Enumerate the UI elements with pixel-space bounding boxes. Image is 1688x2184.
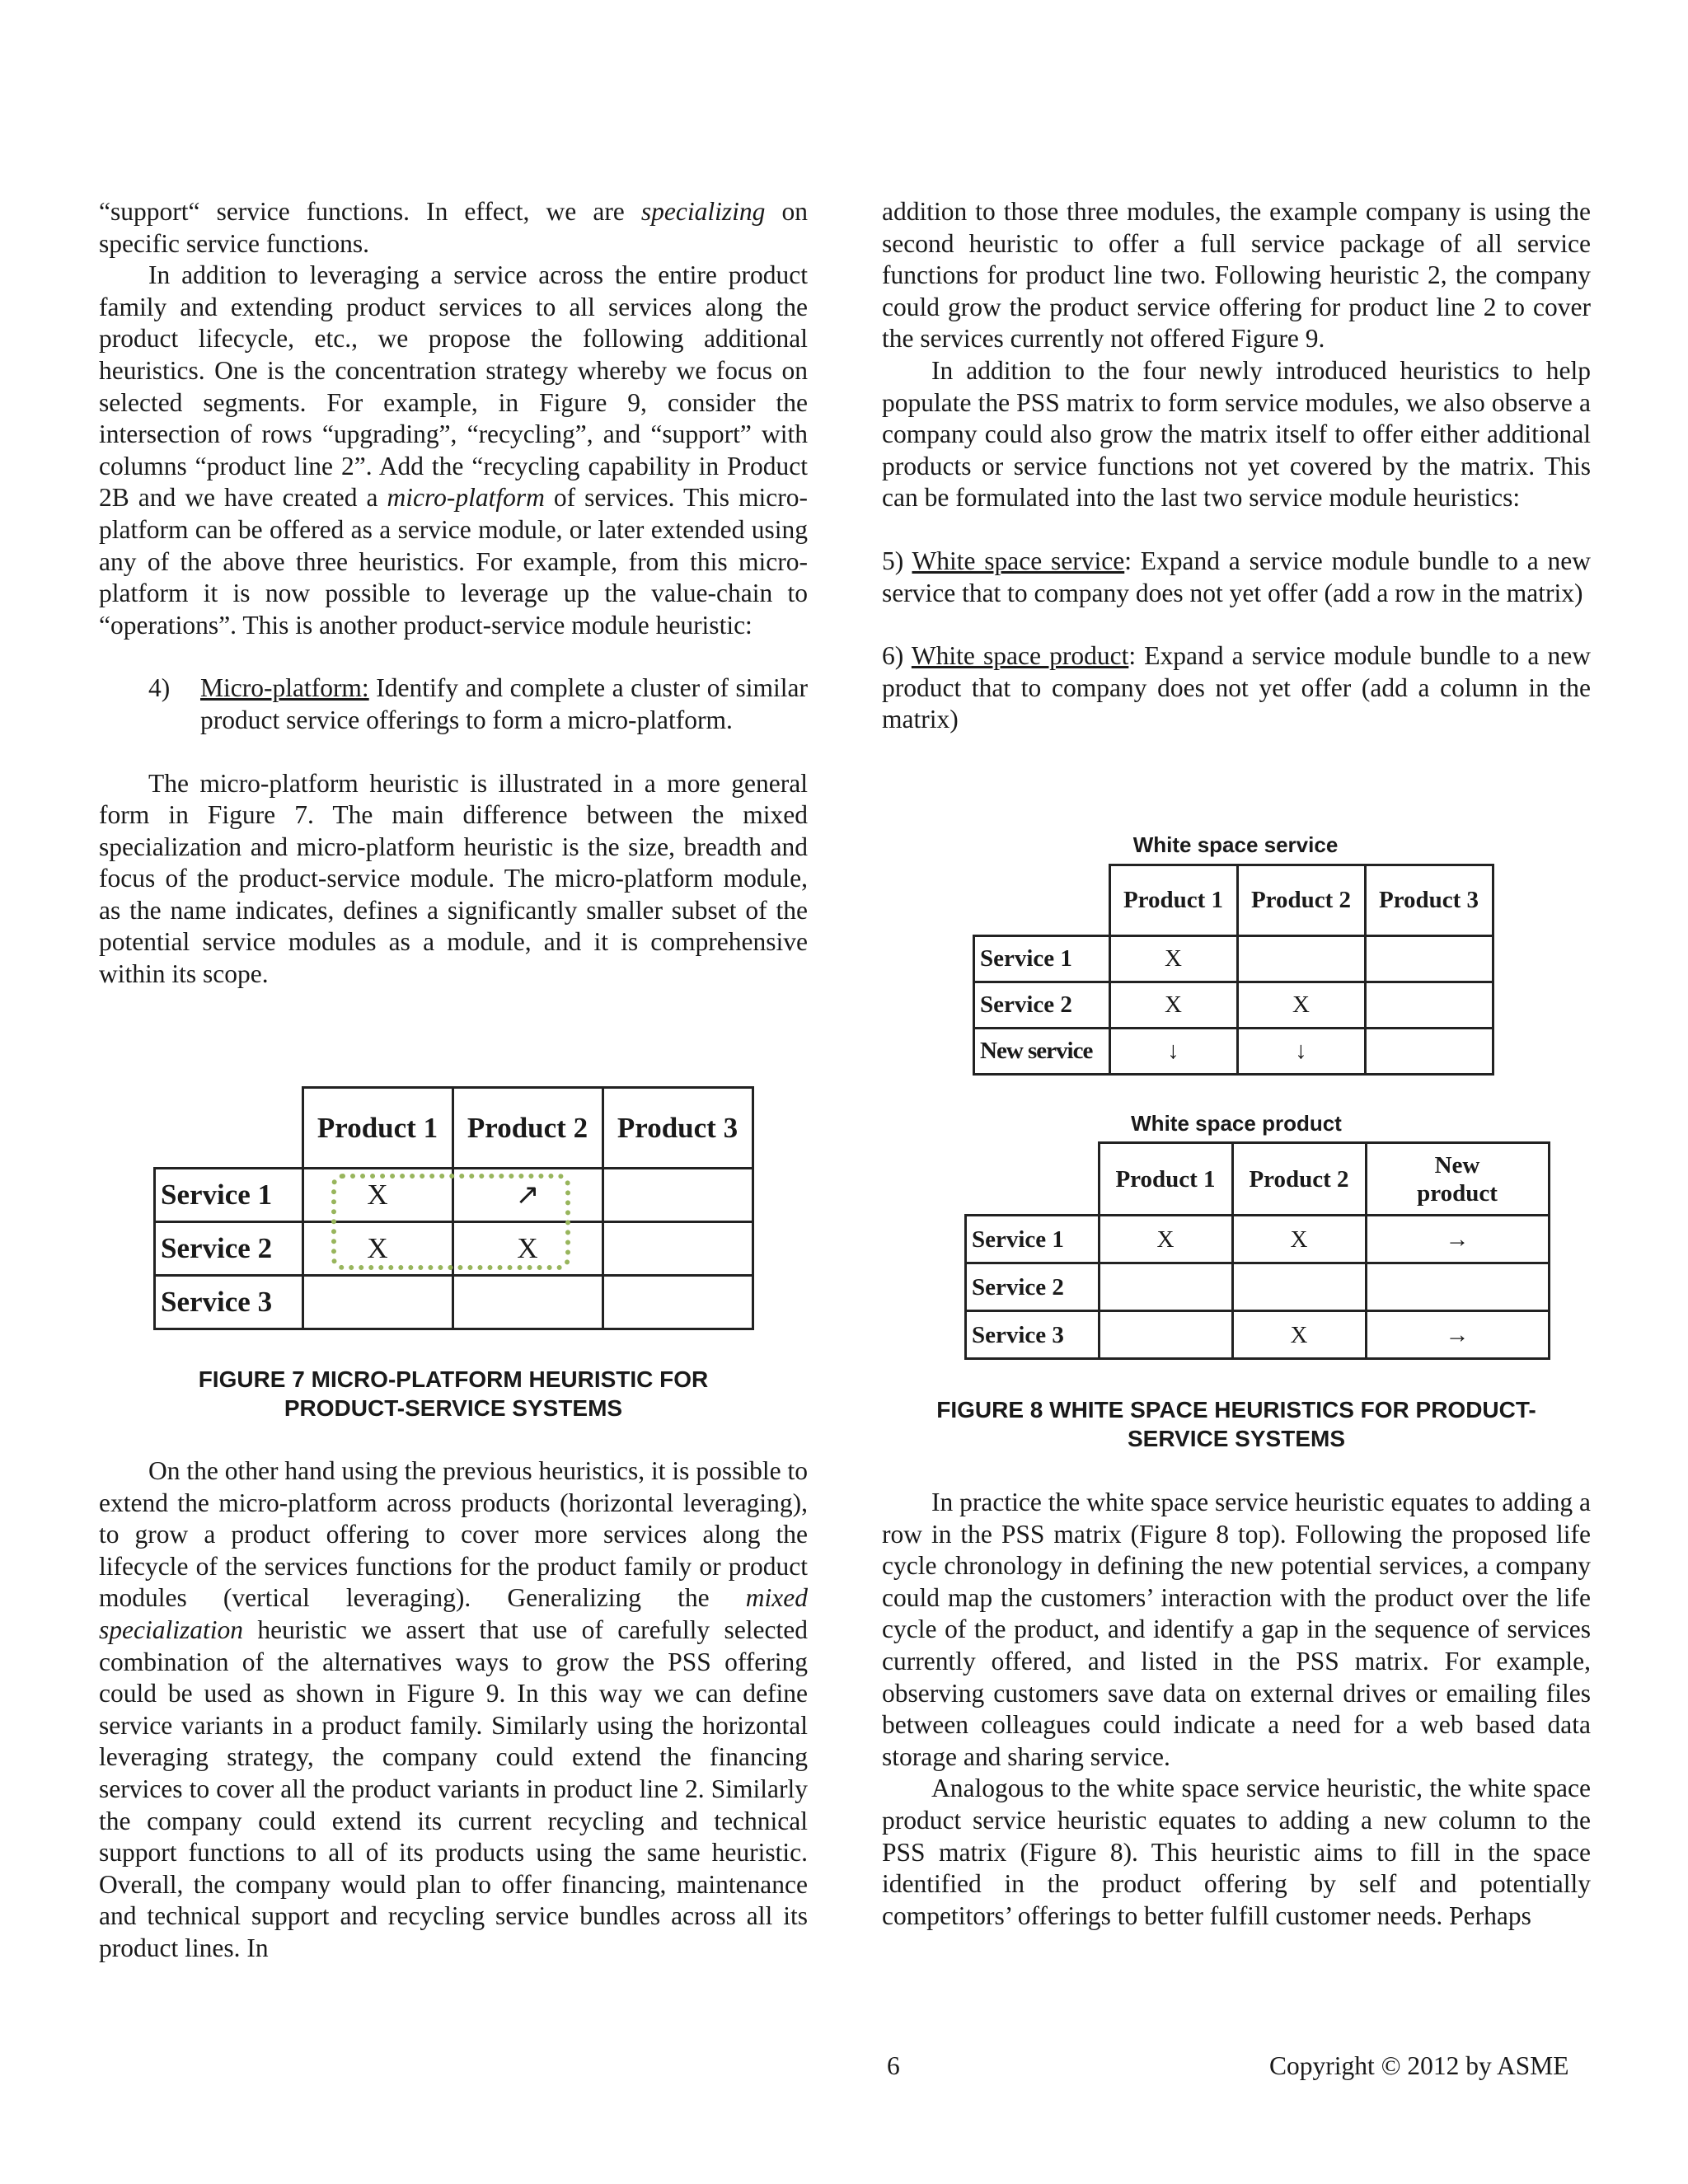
table-cell bbox=[1237, 936, 1365, 982]
table-cell bbox=[603, 1276, 753, 1329]
row-header: Service 2 bbox=[974, 982, 1110, 1029]
column-header: Product 1 bbox=[1099, 1143, 1232, 1216]
right-column bbox=[882, 196, 1591, 736]
column-header: New product bbox=[1366, 1143, 1549, 1216]
figure-7-caption: FIGURE 7 MICRO-PLATFORM HEURISTIC FOR PRODUCT-SERVICE SYSTEMS bbox=[198, 1366, 709, 1421]
left-column-lower bbox=[99, 1455, 808, 1965]
heuristic-4-item: 4) Micro-platform: Identify and complete a cluster of similar product service offerings to form a micro-platform. bbox=[148, 673, 808, 734]
table-cell: X bbox=[1232, 1311, 1366, 1359]
table-cell: X bbox=[452, 1222, 603, 1276]
table-cell bbox=[1099, 1311, 1232, 1359]
table-cell: X bbox=[302, 1222, 452, 1276]
table-cell: X bbox=[1109, 982, 1237, 1029]
micro-platform-highlight bbox=[331, 1174, 570, 1270]
table-cell bbox=[603, 1222, 753, 1276]
table-cell: X bbox=[1232, 1216, 1366, 1263]
paragraph: Analogous to the white space service heuristic, the white space product service heuristic equates to adding a new column to the PSS matrix (Figure 8). This heuristic aims to fill in the space identified in the product offering by self and potentially competitors’ offerings to better fulfill customer needs. Perhaps bbox=[882, 1774, 1591, 1930]
table-cell bbox=[1365, 936, 1493, 982]
copyright: Copyright © 2012 by ASME bbox=[1269, 2051, 1569, 2080]
table-cell bbox=[302, 1276, 452, 1329]
white-space-product-title: White space product bbox=[1131, 1111, 1342, 1136]
paragraph: On the other hand using the previous heuristics, it is possible to extend the micro-platform across products (horizontal leveraging), to grow a product offering to cover more services along the lifecycle of the services functions for the product family or product modules (vertical leveraging). Generalizing the mixed specialization heuristic we assert that use of carefully selected combination of the alternatives ways to grow the PSS offering could be used as shown in Figure 9. In this way we can define service variants in a product family. Similarly using the horizontal leveraging strategy, the company could extend the financing services to cover all the product variants in product line 2. Similarly the company could extend its current recycling and technical support functions to all of its products using the same heuristic. Overall, the company would plan to offer financing, maintenance and technical support and recycling service bundles across all its product lines. In bbox=[99, 1456, 808, 1962]
white-space-service-title: White space service bbox=[1132, 832, 1339, 857]
table-cell bbox=[1366, 1263, 1549, 1311]
table-cell bbox=[1365, 982, 1493, 1029]
column-header: Product 3 bbox=[1365, 865, 1493, 936]
paragraph: The micro-platform heuristic is illustrated in a more general form in Figure 7. The main difference between the mixed specialization and micro-platform heuristic is the size, breadth and focus of the product-service module. The micro-platform module, as the name indicates, defines a significantly smaller subset of the potential service modules as a module, and it is comprehensive within its scope. bbox=[99, 768, 808, 989]
figure-8-caption: FIGURE 8 WHITE SPACE HEURISTICS FOR PRODUCT- SERVICE SYSTEMS bbox=[936, 1397, 1536, 1451]
paragraph: In addition to leveraging a service across the entire product family and extending product services to all services along the product lifecycle, etc., we propose the following additional heuristics. One is the concentration strategy whereby we focus on selected segments. For example, in Figure 9, consider the intersection of rows “upgrading”, “recycling”, and “support” with columns “product line 2”. Add the “recycling capability in Product 2B and we have created a micro-platform of services. This micro-platform can be offered as a service module, or later extended using any of the above three heuristics. For example, from this micro-platform it is now possible to leverage up the value-chain to “operations”. This is another product-service module heuristic: bbox=[99, 260, 808, 640]
table-cell bbox=[1099, 1263, 1232, 1311]
column-header: Product 2 bbox=[452, 1088, 603, 1169]
row-header: Service 3 bbox=[155, 1276, 303, 1329]
row-header: Service 1 bbox=[974, 936, 1110, 982]
table-cell: → bbox=[1366, 1311, 1549, 1359]
heuristic-5-item: 5) White space service: Expand a service module bundle to a new service that to company does not yet offer (add a row in the matrix) bbox=[882, 546, 1591, 607]
paragraph: “support“ service functions. In effect, we are specializing on specific service functions. bbox=[99, 197, 808, 258]
table-cell: ↓ bbox=[1237, 1029, 1365, 1075]
page-number: 6 bbox=[887, 2051, 900, 2080]
table-cell: → bbox=[1366, 1216, 1549, 1263]
right-column-lower bbox=[882, 1487, 1591, 1932]
table-cell: X bbox=[1237, 982, 1365, 1029]
row-header: Service 2 bbox=[966, 1263, 1100, 1311]
paragraph: In addition to the four newly introduced heuristics to help populate the PSS matrix to form service modules, we also observe a company could also grow the matrix itself to offer either additional products or service functions not yet covered by the matrix. This can be formulated into the last two service module heuristics: bbox=[882, 355, 1591, 513]
table-cell bbox=[1365, 1029, 1493, 1075]
table-cell bbox=[1232, 1263, 1366, 1311]
table-cell bbox=[603, 1169, 753, 1222]
paragraph: addition to those three modules, the example company is using the second heuristic to offer a full service package of all service functions for product line two. Following heuristic 2, the company could grow the product service offering for product line 2 to cover the services currently not offered Figure 9. bbox=[882, 197, 1591, 354]
left-column bbox=[99, 196, 808, 991]
column-header: Product 1 bbox=[1109, 865, 1237, 936]
row-header: Service 1 bbox=[155, 1169, 303, 1222]
row-header: Service 3 bbox=[966, 1311, 1100, 1359]
table-cell: ↗ bbox=[452, 1169, 603, 1222]
column-header: Product 2 bbox=[1237, 865, 1365, 936]
table-cell: X bbox=[1099, 1216, 1232, 1263]
table-cell: X bbox=[302, 1169, 452, 1222]
white-space-service-table bbox=[973, 864, 1494, 1076]
column-header: Product 3 bbox=[603, 1088, 753, 1169]
column-header: Product 1 bbox=[302, 1088, 452, 1169]
table-cell: X bbox=[1109, 936, 1237, 982]
row-header: Service 2 bbox=[155, 1222, 303, 1276]
row-header: New service bbox=[974, 1029, 1110, 1075]
column-header: Product 2 bbox=[1232, 1143, 1366, 1216]
row-header: Service 1 bbox=[966, 1216, 1100, 1263]
paragraph: In practice the white space service heuristic equates to adding a row in the PSS matrix (Figure 8 top). Following the proposed life cycle chronology in defining the new potential services, a company could map the customers’ interaction with the product over the life cycle of the product, and identify a gap in the sequence of services currently offered, and listed in the PSS matrix. For example, observing customers save data on external drives or emailing files between colleagues could indicate a need for a web based data storage and sharing service. bbox=[882, 1488, 1591, 1771]
white-space-product-table bbox=[964, 1141, 1550, 1360]
table-cell: ↓ bbox=[1109, 1029, 1237, 1075]
table-cell bbox=[452, 1276, 603, 1329]
heuristic-6-item: 6) White space product: Expand a service module bundle to a new product that to company does not yet offer (add a column in the matrix) bbox=[882, 641, 1591, 734]
